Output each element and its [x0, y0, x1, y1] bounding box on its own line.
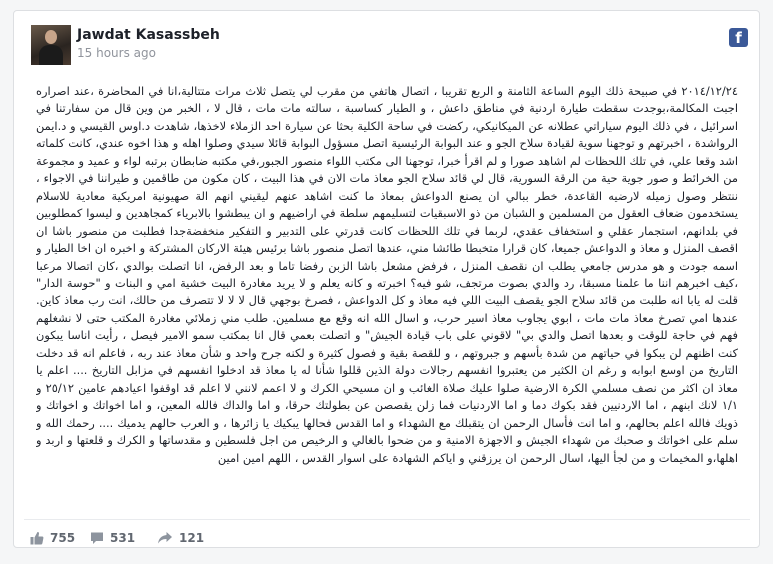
comments-stat[interactable]: [90, 531, 135, 545]
share-icon: [157, 531, 173, 545]
thumbs-up-icon: [30, 531, 44, 545]
avatar-body: [39, 45, 63, 65]
author-name[interactable]: Jawdat Kasassbeh: [77, 27, 220, 43]
shares-stat[interactable]: [157, 531, 204, 545]
likes-stat[interactable]: [30, 531, 75, 545]
facebook-icon[interactable]: f: [729, 28, 748, 47]
post-card: [13, 10, 760, 548]
author-avatar[interactable]: [31, 25, 71, 65]
avatar-head: [45, 30, 57, 44]
post-timestamp[interactable]: 15 hours ago: [77, 46, 156, 60]
comments-count: 531: [110, 531, 136, 545]
stats-divider: [24, 519, 750, 520]
likes-count: 755: [50, 531, 76, 545]
post-body-text: ٢٠١٤/١٢/٢٤ في صبيحة ذلك اليوم الساعة الثامنة و الربع تقريبا ، اتصال هاتفي من مقرب لي يتصل ثلاث مرات متتالية،انا في المحاضرة ،عند اصراره اجبت المكالمة،بوجدت سقطت طيارة اردنية في مناطق داعش ، و الطيار كساسبة ، سالته مات مات ، قال لا ، الخبر من وين قال من سفارتنا في اسرائيل ، في ذلك اليوم سياراتي عطلانه عن الميكانيكي، ركضت في ساحة الكلية بحثا عن سيارة احد الزملاء لاخذها، شاهدت د.اوس القيسي و د.ايمن الرواشدة ، اخبرتهم و توجهنا سوية لقيادة سلاح الجو و عند البوابة الرئيسية اتصل مسؤول البوابة قائلا سيدي وصلوا اهله و هذا اخوه عندي، كانت كلماته اشد وقعا علي، في تلك اللحظات لم اشاهد صورا و لم اقرأ خبرا، توجهنا الى مكتب اللواء منصور الجبور،في مكتبه ضابطان برتبه لواء و عميد و مجموعة من الخرائط و صور جوية حية من الرقة السورية، قال لي قائد سلاح الجو معاذ مات الان في هذا البيت ، كان مكون من طاقمين و طيراننا في الاجواء ، ننتظر وصول زميله لارضيه القاعدة، خطر ببالي ان يصنع الدواعش بمعاذ ما كنت اشاهد عنهم ليقيني انهم الة صهيونية امريكية معادية للاسلام يستخدمون ضعاف العقول من المسلمين و الشبان من ذو الاسبقيات لتسليمهم سلطة في اراضيهم و ان يبطشوا بالابرياء كمجاهدين و ليسوا كمطلوبين في بلدانهم، استجمار عقلي و استخفاف عقدي، لربما في تلك اللحظات كانت قدرتي على التدبير و التفكير منخفضةجدا فطلبت من منصور باشا ان اقصف المنزل و معاذ و الدواعش جميعا، كان قرارا متخبطا طائشا مني، عندها اتصل منصور باشا برئيس هيئة الاركان المشتركة و اخبره ان اخا الطيار و اسمه جودت و هو مدرس جامعي يطلب ان نقصف المنزل ، فرفض مشعل باشا الزبن رفضا تاما و بعد الرفض، انا اتصلت بوالدي ،كان اتصالا مرعبا ،كيف اخبرهم اننا ما علمنا مسبقا، رد والدي بصوت مرتجف، شو فيه؟ اخبرته و كانه يعلم و لا يريد مغادرة البيت خشية امي و البنات و "حوسة الدار" قلت له يابا انه طلبت من قائد سلاح الجو يقصف البيت اللي فيه معاذ و كل الدواعش ، فصرخ بوجهي قال لا لا لا تتصرف من حالك، انت رب معاذ كاين. عندها امي تصرخ معاذ مات مات ، ابوي يجاوب معاذ اسير حرب، و اسال الله انه وقع مع مسلمين. طلب مني زملائي مغادرة المكتب حتى لا نشغلهم فهم في حاجة للوقت و بعدها اتصل والدي بي" لاقوني على باب قيادة الجيش" و اتصلت بعمي قال انا بمكتب سمو الامير فيصل ، رأيت اناسا يبكون كنت اظنهم لن يبكوا في حياتهم من شدة بأسهم و جبروتهم ، و للقصة بقية و فصول كثيرة و لكنه جرح واحد و شأن معاذ عند ربه ، فاعلم انه قد دخلت التاريخ من اوسع ابوابه و رغم ان الكثير من يعتبروا انفسهم رجالات دولة الذين قللوا شأنا له يا معاذ قد ادخلوا انفسهم في مزابل التاريخ .... اعلم يا معاذ ان اكثر من نصف مسلمي الكرة الارضية صلوا عليك صلاة الغائب و ان مسيحي الكرك و لا اعمم لانني لا اعلم قد اوقفوا اعيادهم عامين ٢٥/١٢ و ١/١ لانك ابنهم ، اما الاردنيين فقد بكوك دما و اما الاردنيات فما زلن يقصصن عن بطولتك حرقا، و اما والداك فالله المعين، و اما اخواتك و اخواتك و ذويك فالله اعلم بحالهم، و اما انت فأسال الرحمن ان يتقبلك مع الشهداء و اما القدس فحالها يبكيك يا زائرها ، و العرب حالهم يدميك .... رحمك الله و سلم على اخواتك و صحبك من شهداء الجيش و الاجهزة الامنية و من ضحوا بالغالي و الرخيص من اجل فلسطين و مقدساتها و الكرك و قلعتها و اربد و اهلها،و المخيمات و من لجأ اليها، اسال الرحمن ان يرزقني و اياكم الشهادة على اسوار القدس ، اللهم امين امين: [36, 84, 738, 465]
shares-count: 121: [179, 531, 205, 545]
comment-icon: [90, 531, 104, 545]
